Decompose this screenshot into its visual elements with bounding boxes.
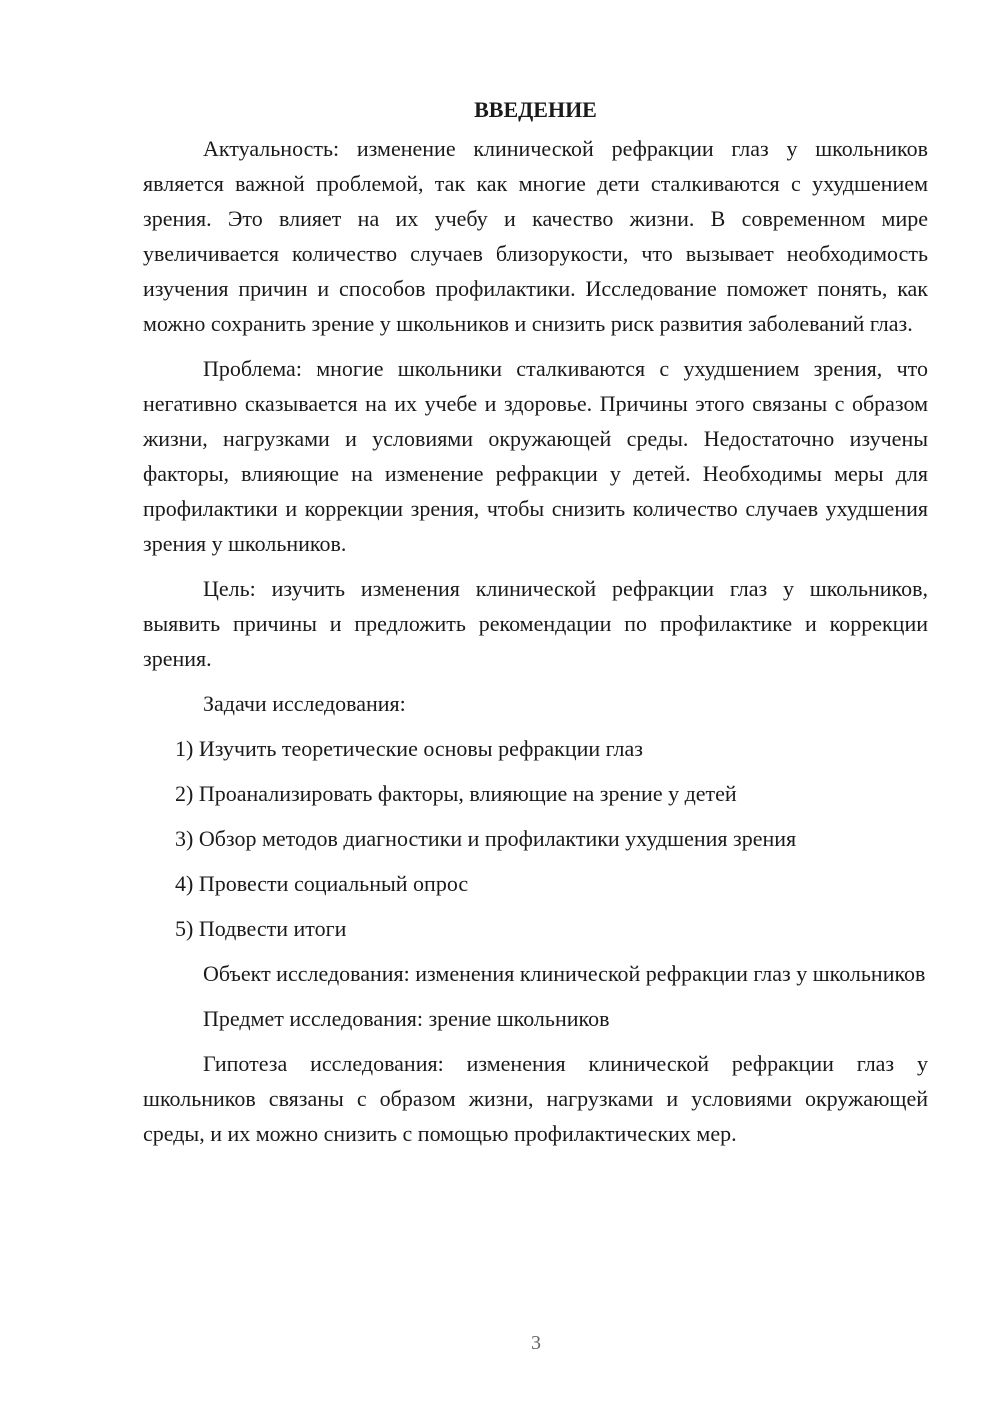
paragraph-goal: Цель: изучить изменения клинической рефракции глаз у школьников, выявить причины и предложить рекомендации по профилактике и коррекции зрения.	[143, 576, 928, 671]
paragraph-hypothesis: Гипотеза исследования: изменения клинической рефракции глаз у школьников связаны с образом жизни, нагрузками и условиями окружающей среды, и их можно снизить с помощью профилактических мер.	[143, 1051, 928, 1146]
page-number: 3	[531, 1332, 541, 1354]
task-item: 5) Подвести итоги	[175, 916, 347, 941]
page-title: ВВЕДЕНИЕ	[474, 97, 597, 122]
task-item: 2) Проанализировать факторы, влияющие на зрение у детей	[175, 781, 737, 806]
paragraph-problem: Проблема: многие школьники сталкиваются с ухудшением зрения, что негативно сказывается на их учебе и здоровье. Причины этого связаны с образом жизни, нагрузками и условиями окружающей среды. Недостаточно изучены факторы, влияющие на изменение рефракции у детей. Необходимы меры для профилактики и коррекции зрения, чтобы снизить количество случаев ухудшения зрения у школьников.	[143, 356, 928, 556]
task-item: 1) Изучить теоретические основы рефракции глаз	[175, 736, 643, 761]
task-list	[143, 731, 928, 946]
page-content	[143, 95, 928, 1151]
paragraph-tasks-heading: Задачи исследования:	[203, 691, 406, 716]
paragraph-object: Объект исследования: изменения клинической рефракции глаз у школьников	[203, 961, 926, 986]
task-item: 4) Провести социальный опрос	[175, 871, 469, 896]
paragraph-subject: Предмет исследования: зрение школьников	[203, 1006, 610, 1031]
task-item: 3) Обзор методов диагностики и профилактики ухудшения зрения	[175, 826, 797, 851]
paragraph-relevance: Актуальность: изменение клинической рефракции глаз у школьников является важной проблемой, так как многие дети сталкиваются с ухудшением зрения. Это влияет на их учебу и качество жизни. В современном мире увеличивается количество случаев близорукости, что вызывает необходимость изучения причин и способов профилактики. Исследование поможет понять, как можно сохранить зрение у школьников и снизить риск развития заболеваний глаз.	[143, 136, 928, 336]
